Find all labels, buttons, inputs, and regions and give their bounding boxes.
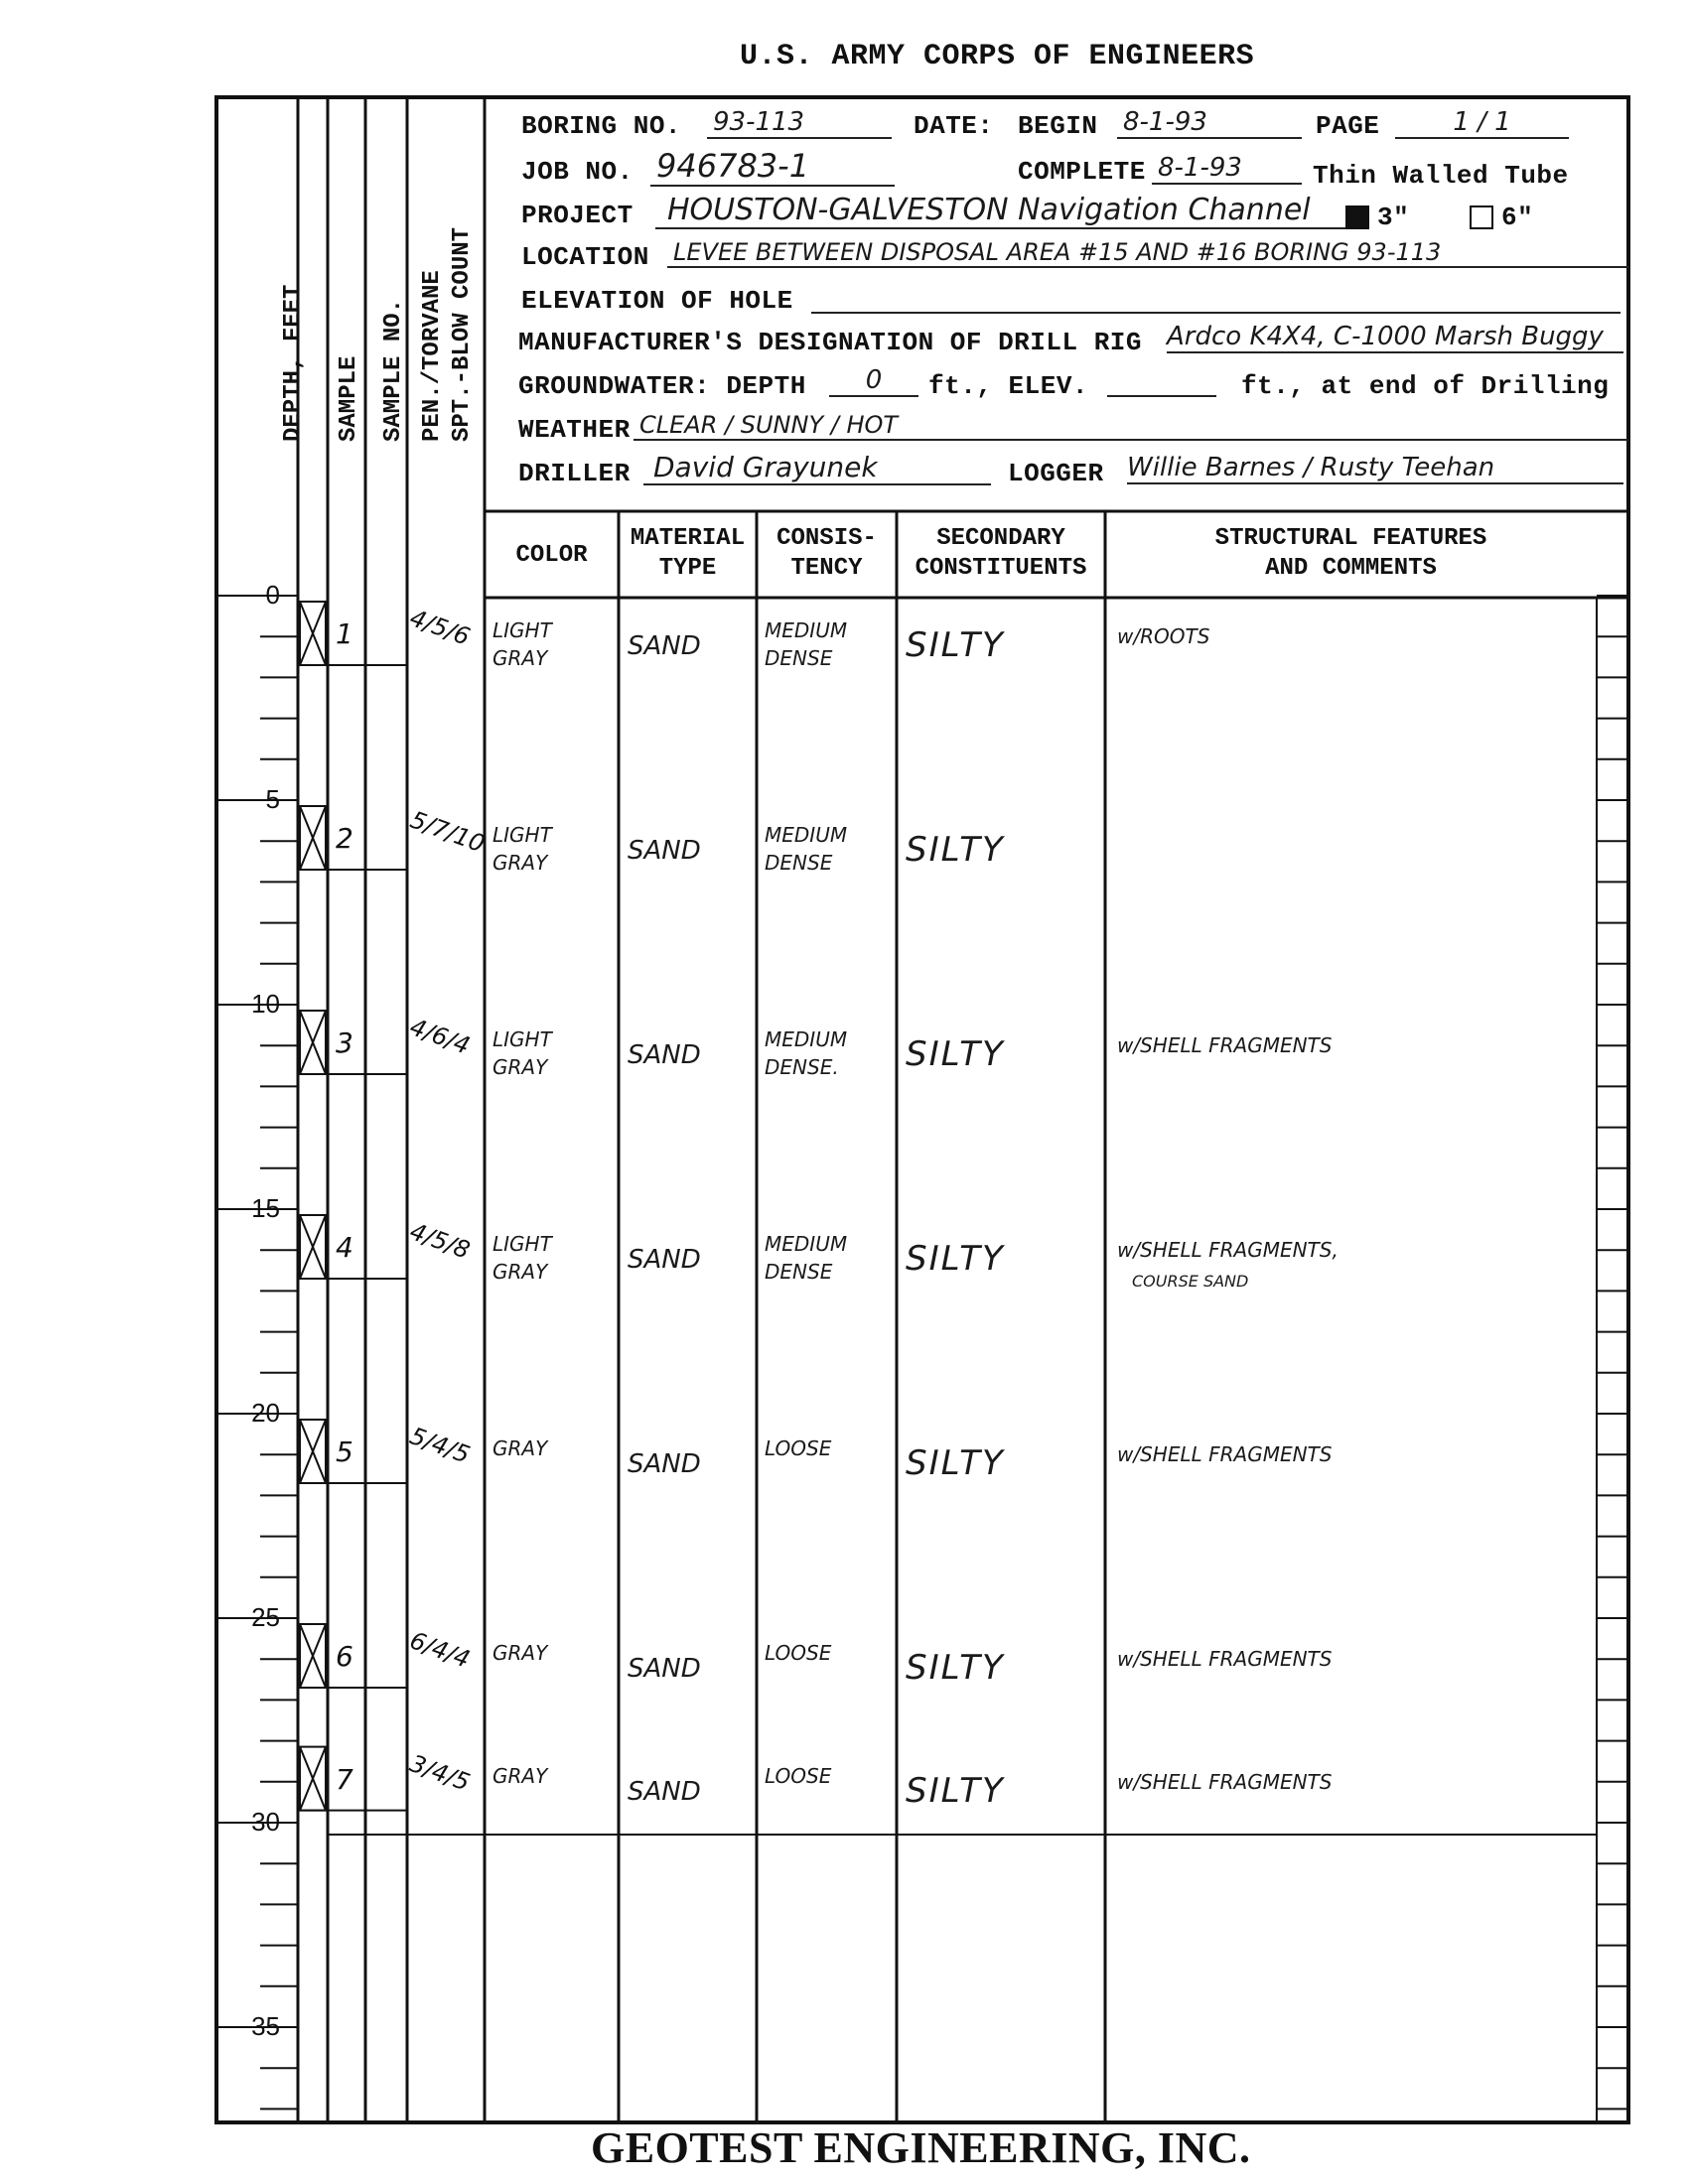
thin-walled-tube-label: Thin Walled Tube xyxy=(1313,161,1569,191)
page-label: PAGE xyxy=(1316,111,1380,141)
date-label: DATE: xyxy=(914,111,994,141)
material-header-line1: MATERIAL xyxy=(630,525,746,552)
consistency-value: LOOSE xyxy=(765,1436,832,1460)
blow-count: 3/4/5 xyxy=(406,1748,474,1797)
depth-mark: 15 xyxy=(251,1193,280,1223)
secondary-constituents-value: SILTY xyxy=(906,1034,1005,1074)
depth-mark: 10 xyxy=(251,989,280,1019)
groundwater-depth-label: GROUNDWATER: DEPTH xyxy=(518,371,806,401)
sample-number: 6 xyxy=(336,1640,353,1673)
groundwater-depth-value: 0 xyxy=(829,365,918,397)
tube-6-checkbox[interactable] xyxy=(1470,205,1493,229)
structural-comment: COURSE SAND xyxy=(1132,1272,1249,1291)
structural-comment: w/SHELL FRAGMENTS xyxy=(1117,1647,1333,1671)
color-value: LIGHT xyxy=(493,1232,552,1256)
blow-count: 5/4/5 xyxy=(406,1422,474,1469)
structural-comment: w/SHELL FRAGMENTS, xyxy=(1117,1238,1339,1262)
sample-number: 2 xyxy=(336,822,353,855)
depth-mark: 20 xyxy=(251,1398,280,1428)
depth-mark: 30 xyxy=(251,1807,280,1837)
drill-rig-label: MANUFACTURER'S DESIGNATION OF DRILL RIG xyxy=(518,328,1142,357)
tube-3-checkbox[interactable] xyxy=(1345,205,1369,229)
consistency-value: MEDIUM xyxy=(765,1027,848,1051)
page-value: 1 / 1 xyxy=(1395,107,1569,139)
consistency-value: DENSE xyxy=(765,1260,833,1284)
secondary-constituents-value: SILTY xyxy=(906,1239,1005,1279)
sample-number: 5 xyxy=(336,1435,353,1468)
groundwater-elev-value xyxy=(1107,365,1216,397)
color-value: LIGHT xyxy=(493,618,552,642)
consistency-value: MEDIUM xyxy=(765,618,848,642)
blow-count: 4/5/8 xyxy=(406,1217,474,1265)
secondary-constituents-value: SILTY xyxy=(906,625,1005,665)
drill-rig-value: Ardco K4X4, C-1000 Marsh Buggy xyxy=(1167,322,1623,353)
color-value: GRAY xyxy=(493,1260,548,1284)
secondary-constituents-column-header xyxy=(897,524,1105,584)
blow-count: 4/5/6 xyxy=(406,604,474,651)
structural-comment: w/SHELL FRAGMENTS xyxy=(1117,1033,1333,1057)
weather-label: WEATHER xyxy=(518,415,631,445)
elevation-label: ELEVATION OF HOLE xyxy=(521,286,793,316)
color-value: GRAY xyxy=(493,646,548,670)
logger-label: LOGGER xyxy=(1008,459,1104,488)
sample-number: 7 xyxy=(336,1762,353,1796)
driller-value: David Grayunek xyxy=(643,451,991,485)
sample-number: 3 xyxy=(336,1026,353,1059)
material-type-value: SAND xyxy=(628,836,701,866)
depth-mark: 25 xyxy=(251,1602,280,1632)
project-value: HOUSTON-GALVESTON Navigation Channel xyxy=(655,193,1362,229)
spt-blow-count-column-header: SPT.-BLOW COUNT xyxy=(449,226,476,442)
material-type-value: SAND xyxy=(628,1040,701,1070)
boring-no-value: 93-113 xyxy=(707,107,892,139)
consistency-value: DENSE xyxy=(765,646,833,670)
consistency-column-header xyxy=(757,524,897,584)
material-type-value: SAND xyxy=(628,1654,701,1684)
structural-comment: w/SHELL FRAGMENTS xyxy=(1117,1769,1333,1794)
begin-label: BEGIN xyxy=(1018,111,1098,141)
job-no-value: 946783-1 xyxy=(650,147,895,187)
secondary-constituents-value: SILTY xyxy=(906,830,1005,870)
boring-no-label: BORING NO. xyxy=(521,111,682,141)
consistency-value: LOOSE xyxy=(765,1641,832,1665)
depth-column-header: DEPTH, FEET xyxy=(280,284,307,442)
blow-count: 5/7/10 xyxy=(406,805,489,859)
color-column-header: COLOR xyxy=(515,542,588,569)
secondary-header-line2: CONSTITUENTS xyxy=(915,555,1087,582)
tube-6-option xyxy=(1470,203,1533,232)
secondary-constituents-value: SILTY xyxy=(906,1443,1005,1483)
depth-mark: 5 xyxy=(265,784,280,814)
consistency-value: LOOSE xyxy=(765,1763,832,1788)
consistency-value: MEDIUM xyxy=(765,1232,848,1256)
complete-label: COMPLETE xyxy=(1018,157,1146,187)
ft-elev-label: ft., ELEV. xyxy=(928,371,1089,401)
tube-3-label: 3" xyxy=(1377,203,1410,232)
sample-no-column-header: SAMPLE NO. xyxy=(380,298,407,442)
structural-comment: w/SHELL FRAGMENTS xyxy=(1117,1442,1333,1466)
weather-value: CLEAR / SUNNY / HOT xyxy=(634,411,1628,441)
color-value: GRAY xyxy=(493,1763,548,1788)
consistency-header-line2: TENCY xyxy=(790,555,863,582)
consistency-header-line1: CONSIS- xyxy=(776,525,877,552)
structural-comment: w/ROOTS xyxy=(1117,624,1210,648)
end-of-drilling-label: ft., at end of Drilling xyxy=(1241,371,1610,401)
blow-count: 4/6/4 xyxy=(406,1013,474,1060)
driller-label: DRILLER xyxy=(518,459,631,488)
color-value: LIGHT xyxy=(493,823,552,847)
material-type-value: SAND xyxy=(628,1449,701,1479)
location-label: LOCATION xyxy=(521,242,649,272)
begin-date-value: 8-1-93 xyxy=(1117,107,1302,139)
material-type-column-header xyxy=(619,524,757,584)
material-header-line2: TYPE xyxy=(658,555,717,582)
document-title: U.S. ARMY CORPS OF ENGINEERS xyxy=(740,40,1255,73)
elevation-value xyxy=(811,282,1621,314)
project-label: PROJECT xyxy=(521,201,634,230)
blow-count: 6/4/4 xyxy=(406,1626,474,1674)
logger-value: Willie Barnes / Rusty Teehan xyxy=(1127,453,1623,484)
consistency-value: MEDIUM xyxy=(765,823,848,847)
sample-number: 1 xyxy=(336,617,353,650)
structural-features-column-header xyxy=(1105,524,1597,584)
color-value: GRAY xyxy=(493,1641,548,1665)
tube-3-option xyxy=(1345,203,1409,232)
sample-number: 4 xyxy=(336,1231,353,1264)
complete-date-value: 8-1-93 xyxy=(1152,153,1302,185)
job-no-label: JOB NO. xyxy=(521,157,634,187)
secondary-header-line1: SECONDARY xyxy=(936,525,1065,552)
pen-torvane-column-header: PEN./TORVANE xyxy=(419,270,446,442)
tube-6-label: 6" xyxy=(1501,203,1534,232)
color-value: GRAY xyxy=(493,1436,548,1460)
structural-header-line1: STRUCTURAL FEATURES xyxy=(1214,525,1487,552)
depth-mark: 35 xyxy=(251,2011,280,2041)
depth-mark: 0 xyxy=(265,580,280,610)
color-value: LIGHT xyxy=(493,1027,552,1051)
color-value: GRAY xyxy=(493,851,548,875)
secondary-constituents-value: SILTY xyxy=(906,1648,1005,1688)
company-footer: GEOTEST ENGINEERING, INC. xyxy=(591,2123,1251,2172)
structural-header-line2: AND COMMENTS xyxy=(1265,555,1437,582)
material-type-value: SAND xyxy=(628,1245,701,1275)
consistency-value: DENSE. xyxy=(765,1055,839,1079)
consistency-value: DENSE xyxy=(765,851,833,875)
material-type-value: SAND xyxy=(628,631,701,661)
sample-column-header: SAMPLE xyxy=(336,355,362,442)
location-value: LEVEE BETWEEN DISPOSAL AREA #15 AND #16 BORING 93-113 xyxy=(667,238,1628,268)
secondary-constituents-value: SILTY xyxy=(906,1770,1005,1811)
material-type-value: SAND xyxy=(628,1776,701,1807)
color-value: GRAY xyxy=(493,1055,548,1079)
